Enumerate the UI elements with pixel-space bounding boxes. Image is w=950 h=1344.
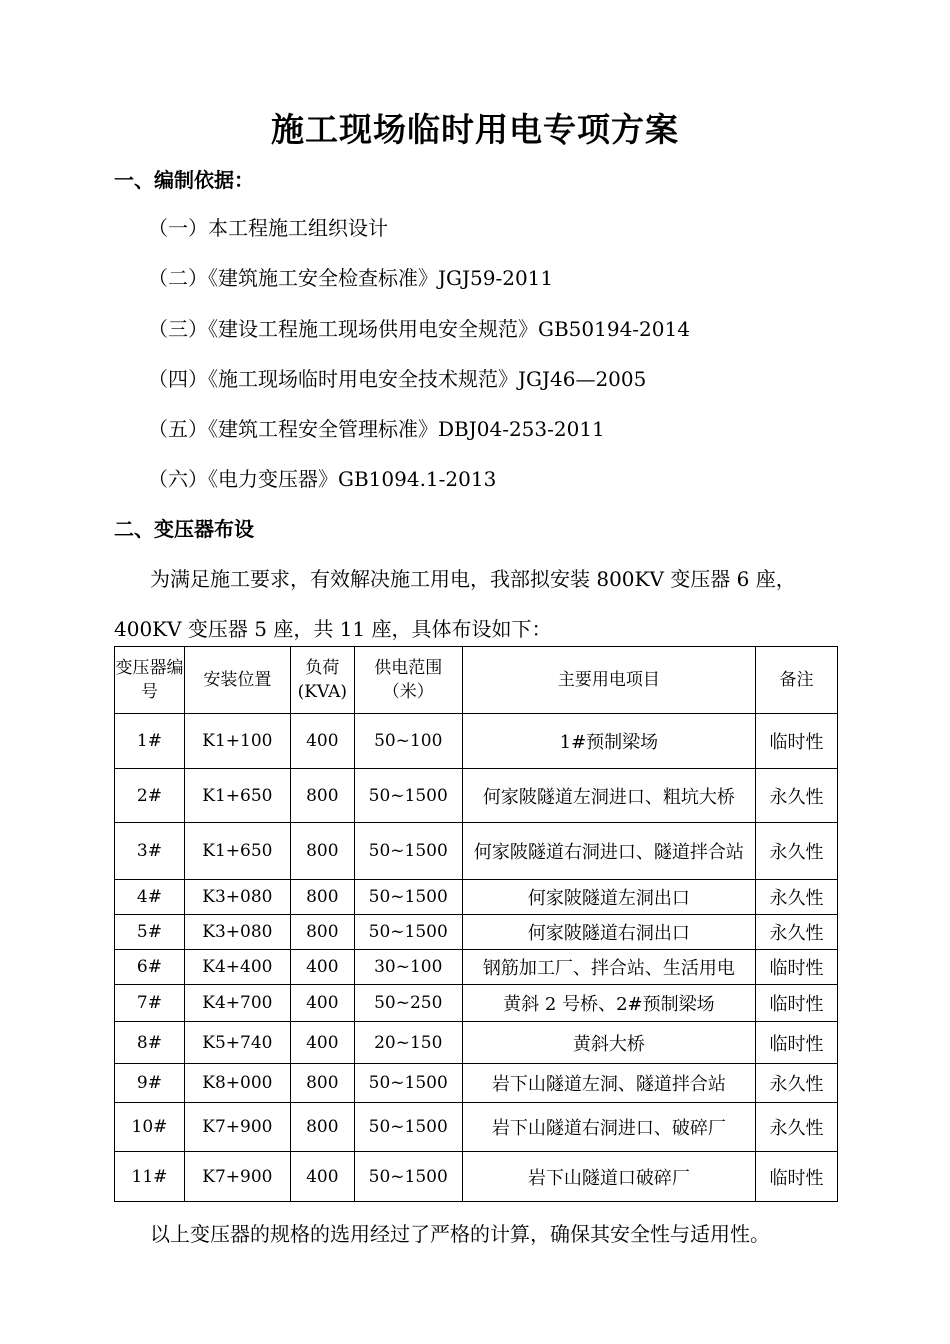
table-row <box>115 1103 838 1152</box>
table-row <box>115 915 838 950</box>
cell-location: K7+900 <box>184 1103 290 1152</box>
cell-note: 临时性 <box>756 950 838 985</box>
basis-item: （三）《建设工程施工现场供用电安全规范》GB50194-2014 <box>148 317 690 341</box>
cell-location: K4+400 <box>184 950 290 985</box>
cell-range: 50~1500 <box>354 1064 462 1103</box>
cell-items: 黄斜 2 号桥、2#预制梁场 <box>462 985 755 1022</box>
cell-items: 何家陂隧道右洞进口、隧道拌合站 <box>462 823 755 880</box>
cell-items: 1#预制梁场 <box>462 714 755 769</box>
cell-id: 8# <box>115 1022 185 1064</box>
basis-item: （五）《建筑工程安全管理标准》DBJ04-253-2011 <box>148 417 605 441</box>
cell-load: 800 <box>290 769 354 823</box>
cell-load: 800 <box>290 823 354 880</box>
cell-id: 10# <box>115 1103 185 1152</box>
page-title: 施工现场临时用电专项方案 <box>271 110 679 149</box>
cell-note: 永久性 <box>756 1103 838 1152</box>
cell-id: 2# <box>115 769 185 823</box>
cell-items: 岩下山隧道左洞、隧道拌合站 <box>462 1064 755 1103</box>
cell-location: K3+080 <box>184 880 290 915</box>
cell-id: 6# <box>115 950 185 985</box>
cell-id: 4# <box>115 880 185 915</box>
table-row <box>115 714 838 769</box>
cell-note: 永久性 <box>756 915 838 950</box>
cell-id: 9# <box>115 1064 185 1103</box>
cell-range: 50~1500 <box>354 880 462 915</box>
cell-load: 800 <box>290 1064 354 1103</box>
cell-load: 800 <box>290 880 354 915</box>
table-row <box>115 880 838 915</box>
cell-range: 30~100 <box>354 950 462 985</box>
cell-range: 50~1500 <box>354 1152 462 1202</box>
cell-items: 何家陂隧道右洞出口 <box>462 915 755 950</box>
table-row <box>115 823 838 880</box>
basis-item: （四）《施工现场临时用电安全技术规范》JGJ46—2005 <box>148 367 647 391</box>
section-heading-transformer: 二、变压器布设 <box>114 517 254 541</box>
cell-id: 3# <box>115 823 185 880</box>
conclusion-paragraph: 以上变压器的规格的选用经过了严格的计算，确保其安全性与适用性。 <box>150 1222 770 1246</box>
cell-items: 何家陂隧道左洞进口、粗坑大桥 <box>462 769 755 823</box>
cell-range: 50~250 <box>354 985 462 1022</box>
cell-load: 400 <box>290 1152 354 1202</box>
cell-location: K3+080 <box>184 915 290 950</box>
cell-location: K1+650 <box>184 823 290 880</box>
table-header-row <box>115 647 838 714</box>
intro-paragraph-line2: 400KV 变压器 5 座，共 11 座，具体布设如下： <box>114 617 552 641</box>
cell-note: 临时性 <box>756 714 838 769</box>
cell-load: 400 <box>290 714 354 769</box>
cell-note: 临时性 <box>756 1152 838 1202</box>
basis-item: （六）《电力变压器》GB1094.1-2013 <box>148 467 497 491</box>
cell-id: 5# <box>115 915 185 950</box>
cell-range: 50~1500 <box>354 915 462 950</box>
cell-range: 20~150 <box>354 1022 462 1064</box>
section-heading-basis: 一、编制依据： <box>114 168 254 192</box>
cell-items: 何家陂隧道左洞出口 <box>462 880 755 915</box>
cell-note: 临时性 <box>756 985 838 1022</box>
cell-range: 50~1500 <box>354 769 462 823</box>
header-load: 负荷 (KVA) <box>290 647 354 714</box>
table-row <box>115 1064 838 1103</box>
header-note: 备注 <box>756 647 838 714</box>
cell-location: K7+900 <box>184 1152 290 1202</box>
cell-id: 1# <box>115 714 185 769</box>
cell-items: 黄斜大桥 <box>462 1022 755 1064</box>
cell-note: 临时性 <box>756 1022 838 1064</box>
cell-id: 7# <box>115 985 185 1022</box>
cell-load: 400 <box>290 950 354 985</box>
cell-note: 永久性 <box>756 823 838 880</box>
table-row <box>115 1152 838 1202</box>
cell-location: K8+000 <box>184 1064 290 1103</box>
table-row <box>115 950 838 985</box>
cell-location: K5+740 <box>184 1022 290 1064</box>
cell-range: 50~1500 <box>354 1103 462 1152</box>
cell-id: 11# <box>115 1152 185 1202</box>
cell-items: 岩下山隧道口破碎厂 <box>462 1152 755 1202</box>
table-row <box>115 769 838 823</box>
table-row <box>115 1022 838 1064</box>
header-range: 供电范围 （米） <box>354 647 462 714</box>
cell-load: 800 <box>290 1103 354 1152</box>
transformer-table <box>114 646 838 1202</box>
cell-range: 50~100 <box>354 714 462 769</box>
cell-note: 永久性 <box>756 769 838 823</box>
cell-location: K1+650 <box>184 769 290 823</box>
basis-item: （二）《建筑施工安全检查标准》JGJ59-2011 <box>148 266 554 290</box>
cell-items: 岩下山隧道右洞进口、破碎厂 <box>462 1103 755 1152</box>
cell-items: 钢筋加工厂、拌合站、生活用电 <box>462 950 755 985</box>
header-location: 安装位置 <box>184 647 290 714</box>
cell-range: 50~1500 <box>354 823 462 880</box>
cell-load: 400 <box>290 1022 354 1064</box>
cell-load: 800 <box>290 915 354 950</box>
cell-location: K1+100 <box>184 714 290 769</box>
intro-paragraph-line1: 为满足施工要求，有效解决施工用电，我部拟安装 800KV 变压器 6 座， <box>150 567 796 591</box>
cell-note: 永久性 <box>756 880 838 915</box>
header-id: 变压器编号 <box>115 647 185 714</box>
table-row <box>115 985 838 1022</box>
basis-item: （一）本工程施工组织设计 <box>148 216 388 240</box>
cell-location: K4+700 <box>184 985 290 1022</box>
header-items: 主要用电项目 <box>462 647 755 714</box>
cell-note: 永久性 <box>756 1064 838 1103</box>
cell-load: 400 <box>290 985 354 1022</box>
